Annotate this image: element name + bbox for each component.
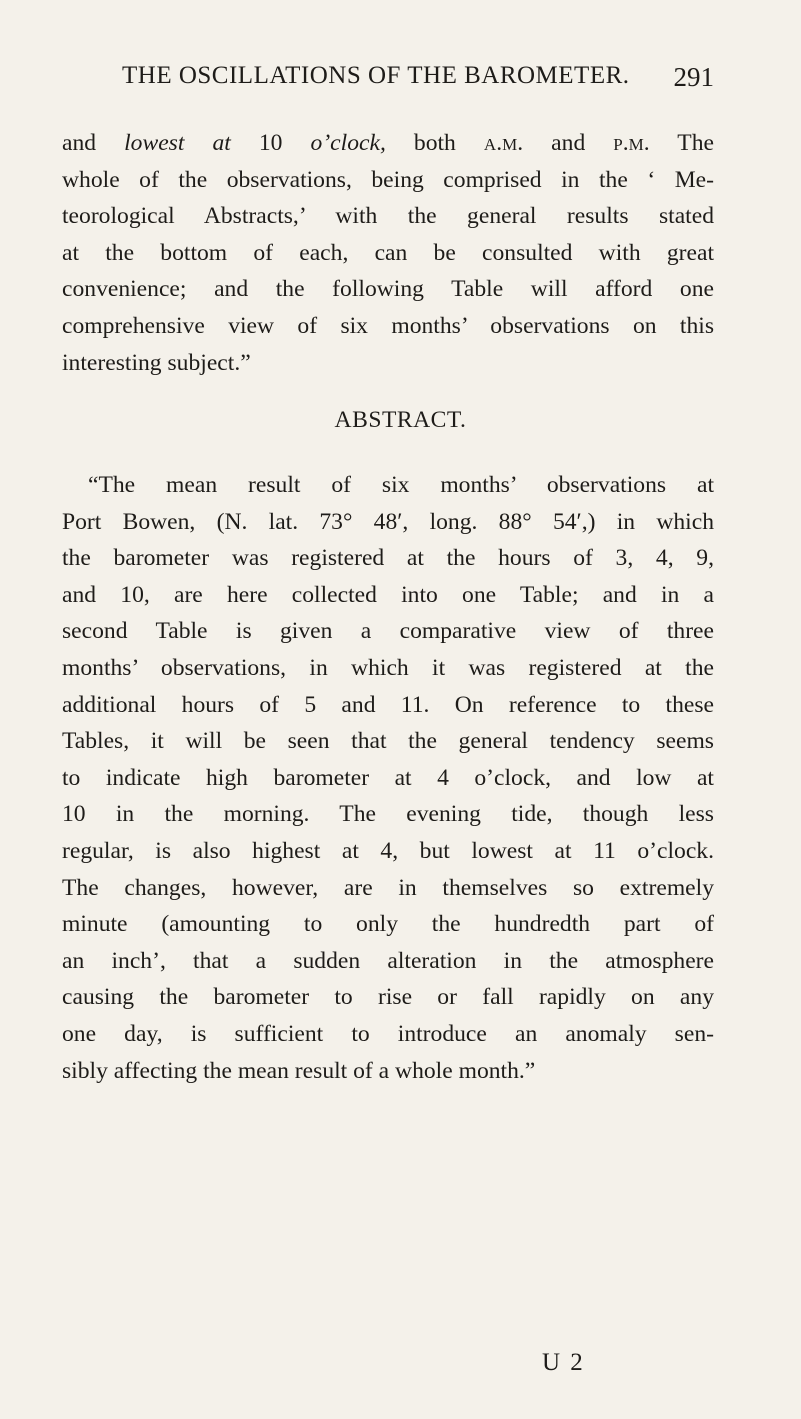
text-line: regular, is also highest at 4, but lowest at 11 o’clock.	[62, 837, 714, 864]
text-line: 10 in the morning. The evening tide, though less	[62, 801, 714, 828]
text-line: “The mean result of six months’ observations at	[88, 472, 714, 498]
text-line: and 10, are here collected into one Table; and in a	[62, 581, 714, 608]
page-number: 291	[673, 62, 714, 92]
text-line: at the bottom of each, can be consulted with great	[62, 239, 714, 266]
text-line: comprehensive view of six months’ observations on this	[62, 312, 714, 339]
text-line: and lowest at 10 o’clock, both a.m. and p.m. The	[62, 130, 714, 156]
text-line: minute (amounting to only the hundredth part of	[62, 911, 714, 938]
section-heading: ABSTRACT.	[334, 407, 467, 433]
text-line: second Table is given a comparative view of three	[62, 618, 714, 645]
text-line: one day, is sufficient to introduce an anomaly sen-	[62, 1020, 714, 1047]
text-line: The changes, however, are in themselves so extremely	[62, 874, 714, 901]
text-line: an inch’, that a sudden alteration in the atmosphere	[62, 947, 714, 974]
text-line: whole of the observations, being comprised in the ‘ Me-	[62, 166, 714, 193]
text-line: to indicate high barometer at 4 o’clock, and low at	[62, 764, 714, 791]
text-line: sibly affecting the mean result of a whole month.”	[62, 1057, 536, 1084]
text-line: convenience; and the following Table will afford one	[62, 276, 714, 303]
abstract-paragraph	[62, 467, 714, 1089]
text-line: additional hours of 5 and 11. On reference to these	[62, 691, 714, 718]
text-line: Port Bowen, (N. lat. 73° 48′, long. 88° 54′,) in which	[62, 508, 714, 535]
paragraph-continuation	[62, 125, 714, 381]
text-line: interesting subject.”	[62, 349, 251, 376]
running-title: THE OSCILLATIONS OF THE BAROMETER.	[122, 62, 630, 89]
text-line: Tables, it will be seen that the general tendency seems	[62, 728, 714, 755]
text-line: the barometer was registered at the hours of 3, 4, 9,	[62, 545, 714, 572]
page-header	[112, 62, 714, 102]
signature-mark: U 2	[542, 1349, 585, 1376]
text-line: causing the barometer to rise or fall rapidly on any	[62, 984, 714, 1011]
text-line: teorological Abstracts,’ with the general results stated	[62, 203, 714, 230]
text-line: months’ observations, in which it was registered at the	[62, 654, 714, 681]
